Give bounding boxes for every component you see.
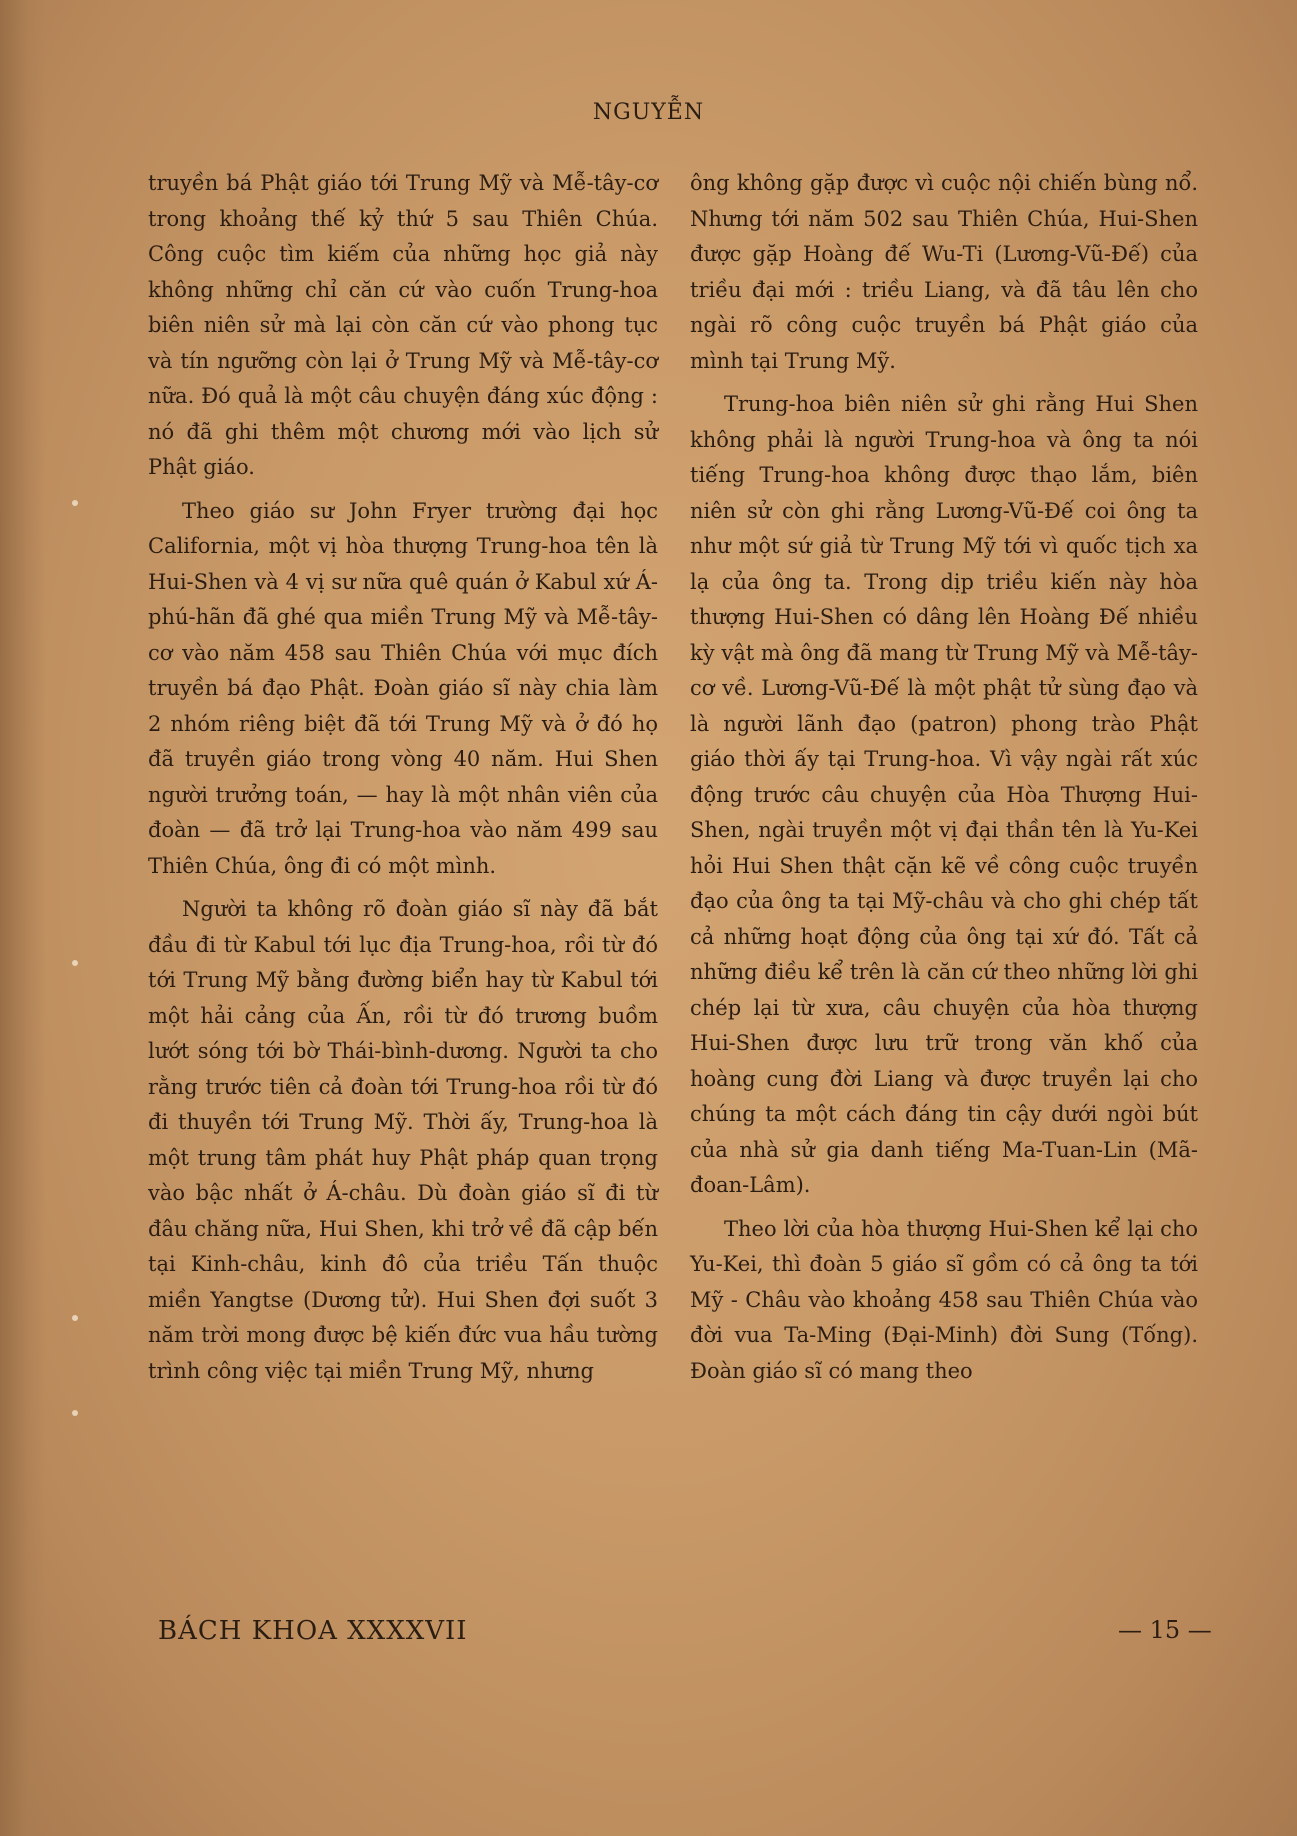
page-number: — 15 — xyxy=(1118,1616,1212,1644)
left-paragraph-1: truyền bá Phật giáo tới Trung Mỹ và Mễ-tây-cơ trong khoảng thế kỷ thứ 5 sau Thiên Chúa. Công cuộc tìm kiếm của những học giả này không những chỉ căn cứ vào cuốn Trung-hoa biên niên sử mà lại còn căn cứ vào phong tục và tín ngưỡng còn lại ở Trung Mỹ và Mễ-tây-cơ nữa. Đó quả là một câu chuyện đáng xúc động : nó đã ghi thêm một chương mới vào lịch sử Phật giáo. xyxy=(148,171,658,479)
running-header: NGUYỄN xyxy=(592,100,705,125)
publication-footer: BÁCH KHOA XXXXVII xyxy=(158,1616,468,1646)
right-column xyxy=(690,166,1198,1395)
right-paragraph-3: Theo lời của hòa thượng Hui-Shen kể lại cho Yu-Kei, thì đoàn 5 giáo sĩ gồm có cả ông ta tới Mỹ - Châu vào khoảng 458 sau Thiên Chúa vào đời vua Ta-Ming (Đại-Minh) đời Sung (Tống). Đoàn giáo sĩ có mang theo xyxy=(690,1216,1198,1383)
right-paragraph-1: ông không gặp được vì cuộc nội chiến bùng nổ. Nhưng tới năm 502 sau Thiên Chúa, Hui-Shen được gặp Hoàng đế Wu-Ti (Lương-Vũ-Đế) của triều đại mới : triều Liang, và đã tâu lên cho ngài rõ công cuộc truyền bá Phật giáo của mình tại Trung Mỹ. xyxy=(690,171,1198,373)
binding-hole-mark xyxy=(72,1315,78,1321)
left-paragraph-2: Theo giáo sư John Fryer trường đại học California, một vị hòa thượng Trung-hoa tên là Hui-Shen và 4 vị sư nữa quê quán ở Kabul xứ Á-phú-hãn đã ghé qua miền Trung Mỹ và Mễ-tây-cơ vào năm 458 sau Thiên Chúa với mục đích truyền bá đạo Phật. Đoàn giáo sĩ này chia làm 2 nhóm riêng biệt đã tới Trung Mỹ và ở đó họ đã truyền giáo trong vòng 40 năm. Hui Shen người trưởng toán, — hay là một nhân viên của đoàn — đã trở lại Trung-hoa vào năm 499 sau Thiên Chúa, ông đi có một mình. xyxy=(148,498,658,878)
binding-hole-mark xyxy=(72,1410,78,1416)
binding-hole-mark xyxy=(72,500,78,506)
right-paragraph-2: Trung-hoa biên niên sử ghi rằng Hui Shen không phải là người Trung-hoa và ông ta nói tiếng Trung-hoa không được thạo lắm, biên niên sử còn ghi rằng Lương-Vũ-Đế coi ông ta như một sứ giả từ Trung Mỹ tới vì quốc tịch xa lạ của ông ta. Trong dịp triều kiến này hòa thượng Hui-Shen có dâng lên Hoàng Đế nhiều kỳ vật mà ông đã mang từ Trung Mỹ và Mễ-tây-cơ về. Lương-Vũ-Đế là một phật tử sùng đạo và là người lãnh đạo (patron) phong trào Phật giáo thời ấy tại Trung-hoa. Vì vậy ngài rất xúc động trước câu chuyện của Hòa Thượng Hui-Shen, ngài truyền một vị đại thần tên là Yu-Kei hỏi Hui Shen thật cặn kẽ về công cuộc truyền đạo của ông ta tại Mỹ-châu và cho ghi chép tất cả những hoạt động của ông tại xứ đó. Tất cả những điều kể trên là căn cứ theo những lời ghi chép lại từ xưa, câu chuyện của hòa thượng Hui-Shen được lưu trữ trong văn khố của hoàng cung đời Liang và được truyền lại cho chúng ta một cách đáng tin cậy dưới ngòi bút của nhà sử gia danh tiếng Ma-Tuan-Lin (Mã-đoan-Lâm). xyxy=(690,392,1198,1197)
left-paragraph-3: Người ta không rõ đoàn giáo sĩ này đã bắt đầu đi từ Kabul tới lục địa Trung-hoa, rồi từ đó tới Trung Mỹ bằng đường biển hay từ Kabul tới một hải cảng của Ấn, rồi từ đó trương buồm lướt sóng tới bờ Thái-bình-dương. Người ta cho rằng trước tiên cả đoàn tới Trung-hoa rồi từ đó đi thuyền tới Trung Mỹ. Thời ấy, Trung-hoa là một trung tâm phát huy Phật pháp quan trọng vào bậc nhất ở Á-châu. Dù đoàn giáo sĩ đi từ đâu chăng nữa, Hui Shen, khi trở về đã cập bến tại Kinh-châu, kinh đô của triều Tấn thuộc miền Yangtse (Dương tử). Hui Shen đợi suốt 3 năm trời mong được bệ kiến đức vua hầu tường trình công việc tại miền Trung Mỹ, nhưng xyxy=(148,897,658,1383)
left-column xyxy=(148,166,658,1395)
binding-hole-mark xyxy=(72,960,78,966)
